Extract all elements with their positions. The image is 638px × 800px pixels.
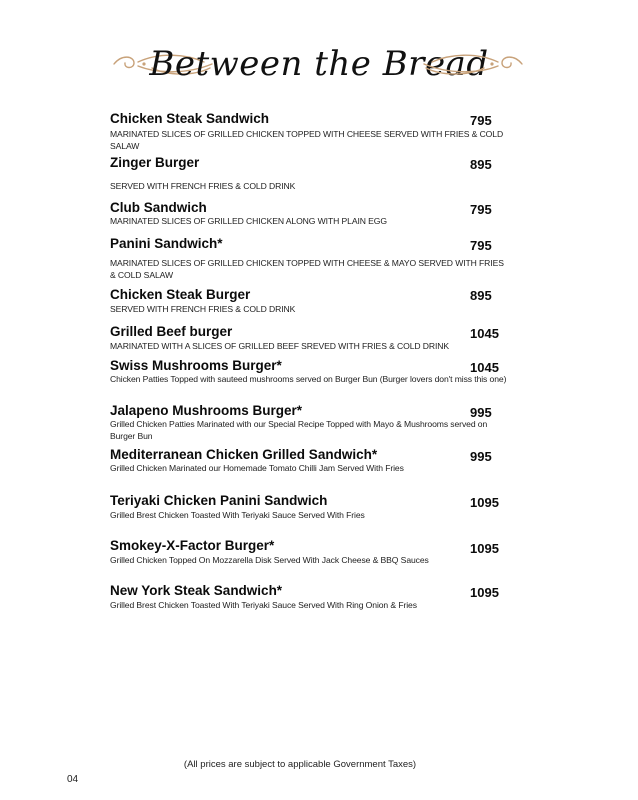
item-name: Chicken Steak Burger [110,287,251,302]
menu-item [110,111,510,152]
item-name: Zinger Burger [110,155,200,170]
item-description: Grilled Brest Chicken Toasted With Teriyaki Sauce Served With Ring Onion & Fries [110,600,417,610]
page-title: Between the Bread [149,44,489,84]
item-name: New York Steak Sandwich* [110,583,283,598]
item-price: 1095 [470,541,499,556]
item-description: Chicken Patties Topped with sauteed mushrooms served on Burger Bun (Burger lovers don't miss this one) [110,374,507,384]
item-price: 1095 [470,585,499,600]
item-price: 1095 [470,495,499,510]
item-description: SERVED WITH FRENCH FRIES & COLD DRINK [110,304,296,314]
menu-item [110,236,510,281]
item-description: MARINATED SLICES OF GRILLED CHICKEN TOPPED WITH CHEESE & MAYO SERVED WITH FRIES & COLD SALAW [110,258,504,280]
item-description: MARINATED SLICES OF GRILLED CHICKEN TOPPED WITH CHEESE SERVED WITH FRIES & COLD SALAW [110,129,504,151]
menu-item [110,155,510,193]
item-name: Panini Sandwich* [110,236,223,251]
menu-item [110,447,510,475]
item-name: Teriyaki Chicken Panini Sandwich [110,493,328,508]
tax-note: (All prices are subject to applicable Government Taxes) [183,759,417,770]
menu-header [0,38,638,94]
right-flourish-icon [418,46,528,82]
item-price: 995 [470,449,492,464]
item-description: Grilled Chicken Marinated our Homemade Tomato Chilli Jam Served With Fries [110,463,404,473]
item-price: 995 [470,405,492,420]
item-price: 795 [470,238,492,253]
menu-item [110,538,510,567]
item-name: Club Sandwich [110,200,207,215]
item-description: Grilled Chicken Patties Marinated with our Special Recipe Topped with Mayo & Mushrooms served on Burger Bun [110,419,488,441]
item-price: 795 [470,113,492,128]
item-name: Jalapeno Mushrooms Burger* [110,403,303,418]
item-price: 895 [470,157,492,172]
item-description: Grilled Brest Chicken Toasted With Teriyaki Sauce Served With Fries [110,510,365,520]
item-name: Mediterranean Chicken Grilled Sandwich* [110,447,378,462]
item-name: Smokey-X-Factor Burger* [110,538,275,553]
item-name: Swiss Mushrooms Burger* [110,358,282,373]
menu-item [110,493,510,522]
menu-item [110,200,510,228]
item-description: MARINATED SLICES OF GRILLED CHICKEN ALONG WITH PLAIN EGG [110,216,387,226]
menu-item [110,403,510,442]
menu-item [110,358,510,386]
item-price: 795 [470,202,492,217]
item-name: Chicken Steak Sandwich [110,111,270,126]
item-price: 1045 [470,360,499,375]
menu-item [110,583,510,612]
item-name: Grilled Beef burger [110,324,233,339]
item-description: Grilled Chicken Topped On Mozzarella Disk Served With Jack Cheese & BBQ Sauces [110,555,429,565]
menu-item [110,287,510,316]
item-description: SERVED WITH FRENCH FRIES & COLD DRINK [110,181,296,191]
item-price: 895 [470,288,492,303]
item-price: 1045 [470,326,499,341]
menu-item [110,324,510,353]
item-description: MARINATED WITH A SLICES OF GRILLED BEEF SREVED WITH FRIES & COLD DRINK [110,341,450,351]
page-number: 04 [67,774,79,785]
